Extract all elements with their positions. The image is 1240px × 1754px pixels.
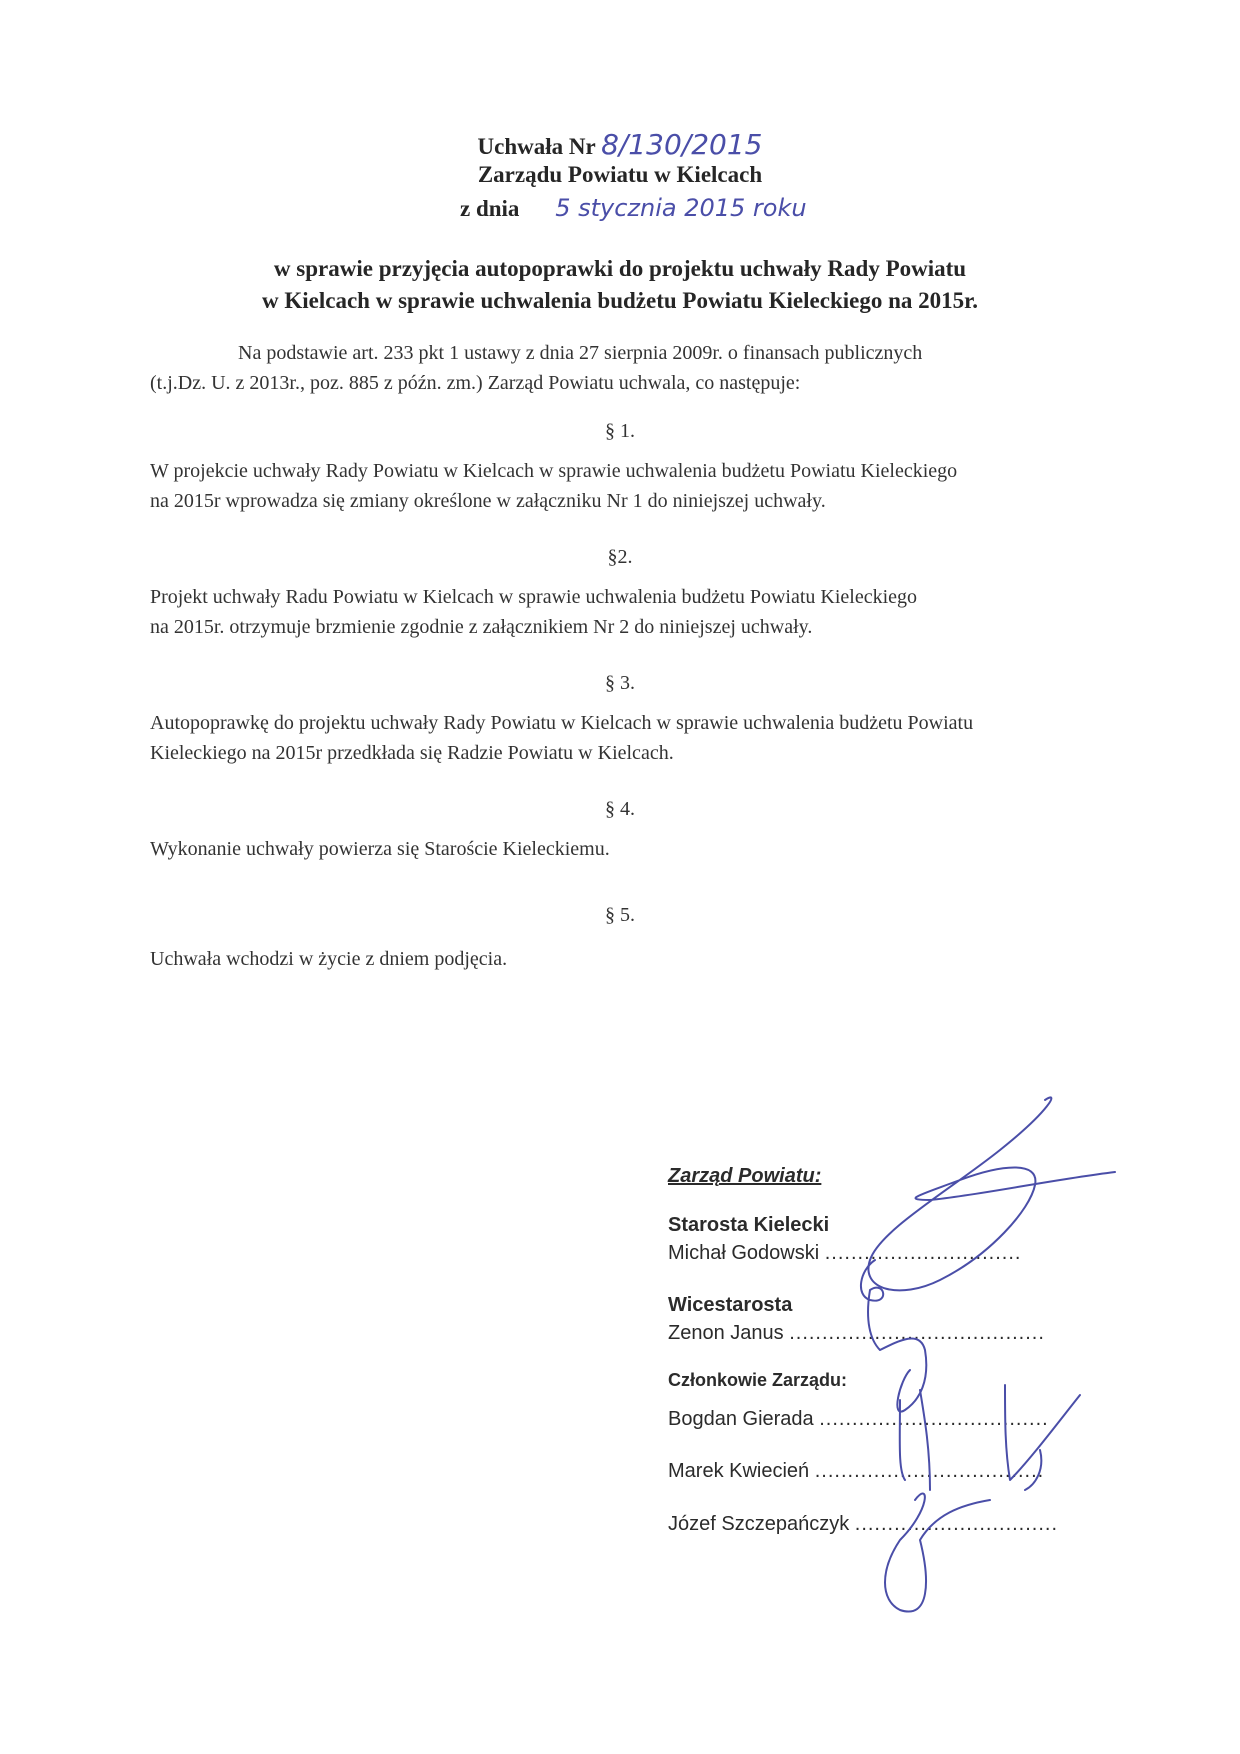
member-name: Józef Szczepańczyk bbox=[668, 1513, 850, 1535]
signature-dots: ....................................... bbox=[789, 1322, 1045, 1344]
section-2-mark: §2. bbox=[607, 546, 633, 568]
section-3-mark: § 3. bbox=[605, 672, 635, 694]
signature-dots: ................................... bbox=[819, 1408, 1049, 1430]
subject-line-2: w Kielcach w sprawie uchwalenia budżetu Powiatu Kieleckiego na 2015r. bbox=[262, 288, 978, 313]
members-role: Członkowie Zarządu: bbox=[668, 1370, 848, 1390]
section-1-line-2: na 2015r wprowadza się zmiany określone w załączniku Nr 1 do niniejszej uchwały. bbox=[150, 490, 826, 512]
wicestarosta-role: Wicestarosta bbox=[668, 1294, 793, 1316]
legal-basis-line-2: (t.j.Dz. U. z 2013r., poz. 885 z późn. zm.) Zarząd Powiatu uchwala, co następuje: bbox=[150, 372, 801, 394]
signature-dots: .............................. bbox=[824, 1242, 1022, 1264]
member-signature-line bbox=[668, 1408, 1049, 1431]
date-line bbox=[460, 194, 1060, 222]
starosta-signature-line bbox=[668, 1242, 1021, 1265]
member-name: Marek Kwiecień bbox=[668, 1460, 810, 1482]
resolution-number-line bbox=[0, 128, 1240, 161]
member-signature-line bbox=[668, 1513, 1058, 1536]
section-1-line-1: W projekcie uchwały Rady Powiatu w Kielcach w sprawie uchwalenia budżetu Powiatu Kieleckiego bbox=[150, 460, 958, 482]
board-title: Zarząd Powiatu: bbox=[668, 1165, 822, 1187]
wicestarosta-name: Zenon Janus bbox=[668, 1322, 784, 1344]
subject-line-1: w sprawie przyjęcia autopoprawki do projektu uchwały Rady Powiatu bbox=[273, 256, 967, 281]
member-signature-line bbox=[668, 1460, 1044, 1483]
section-2-line-1: Projekt uchwały Radu Powiatu w Kielcach w sprawie uchwalenia budżetu Powiatu Kieleckiego bbox=[150, 586, 918, 608]
date-label: z dnia bbox=[460, 196, 520, 221]
issuing-body: Zarządu Powiatu w Kielcach bbox=[477, 162, 763, 187]
handwritten-resolution-number: 8/130/2015 bbox=[601, 128, 763, 161]
wicestarosta-signature-line bbox=[668, 1322, 1045, 1345]
signature-stroke bbox=[885, 1494, 990, 1612]
legal-basis-line-1: Na podstawie art. 233 pkt 1 ustawy z dnia 27 sierpnia 2009r. o finansach publicznych bbox=[238, 342, 923, 364]
resolution-number-label: Uchwała Nr bbox=[477, 134, 596, 159]
section-4-mark: § 4. bbox=[605, 798, 635, 820]
section-2-line-2: na 2015r. otrzymuje brzmienie zgodnie z załącznikiem Nr 2 do niniejszej uchwały. bbox=[150, 616, 813, 638]
member-name: Bogdan Gierada bbox=[668, 1408, 814, 1430]
handwritten-date: 5 stycznia 2015 roku bbox=[555, 194, 807, 222]
section-3-line-1: Autopoprawkę do projektu uchwały Rady Powiatu w Kielcach w sprawie uchwalenia budżetu Powiatu bbox=[150, 712, 974, 734]
section-4-line-1: Wykonanie uchwały powierza się Staroście Kieleckiemu. bbox=[150, 838, 610, 860]
section-1-mark: § 1. bbox=[605, 420, 635, 442]
section-3-line-2: Kieleckiego na 2015r przedkłada się Radzie Powiatu w Kielcach. bbox=[150, 742, 674, 764]
signature-dots: ................................... bbox=[814, 1460, 1045, 1482]
starosta-name: Michał Godowski bbox=[668, 1242, 820, 1264]
starosta-role: Starosta Kielecki bbox=[668, 1214, 830, 1236]
signature-dots: ............................... bbox=[854, 1513, 1059, 1535]
section-5-mark: § 5. bbox=[605, 904, 635, 926]
section-5-line-1: Uchwała wchodzi w życie z dniem podjęcia. bbox=[150, 948, 508, 970]
